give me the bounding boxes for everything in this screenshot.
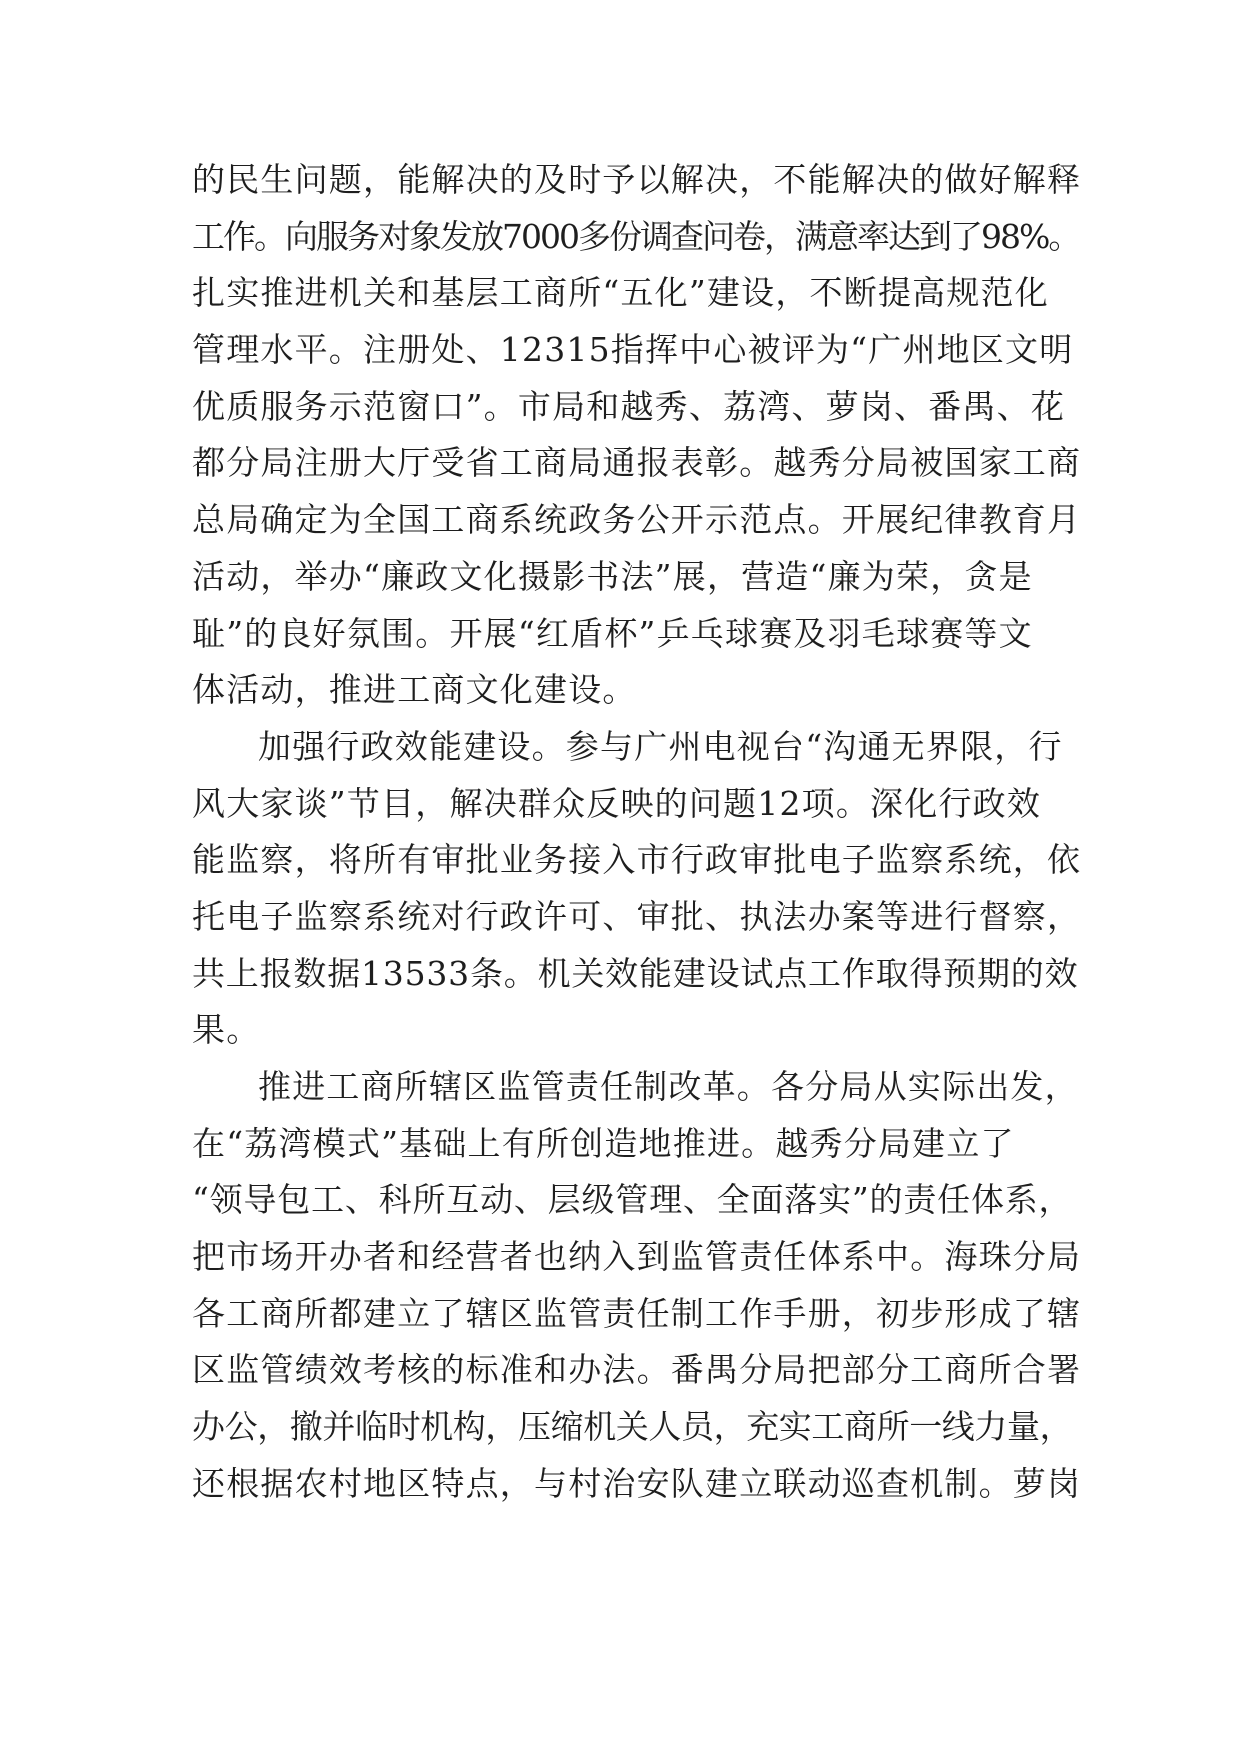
text-line: 活动，举办“廉政文化摄影书法”展，营造“廉为荣，贪是 (192, 556, 1033, 596)
text-line: 都分局注册大厅受省工商局通报表彰。越秀分局被国家工商 (192, 443, 1082, 483)
paragraph-3 (192, 1059, 1082, 1513)
text-line: 把市场开办者和经营者也纳入到监管责任体系中。海珠分局 (192, 1237, 1082, 1277)
text-line: 托电子监察系统对行政许可、审批、执法办案等进行督察， (192, 896, 1082, 936)
text-line: 扎实推进机关和基层工商所“五化”建设，不断提高规范化 (192, 273, 1049, 313)
text-line: 的民生问题，能解决的及时予以解决，不能解决的做好解释 (192, 160, 1082, 199)
text-line: 共上报数据13533条。机关效能建设试点工作取得预期的效 (192, 953, 1079, 993)
text-line: 工作。向服务对象发放7000多份调查问卷，满意率达到了98%。 (192, 216, 1080, 256)
text-line: 优质服务示范窗口”。市局和越秀、荔湾、萝岗、番禺、花 (192, 386, 1066, 426)
text-line: 管理水平。注册处、12315指挥中心被评为“广州地区文明 (192, 330, 1074, 370)
text-line: 果。 (192, 1010, 261, 1050)
text-line: 风大家谈”节目，解决群众反映的问题12项。深化行政效 (192, 783, 1042, 823)
text-line: 体活动，推进工商文化建设。 (192, 670, 637, 710)
text-line: 加强行政效能建设。参与广州电视台“沟通无界限，行 (258, 726, 1063, 766)
body-text (192, 152, 1082, 1513)
text-line: 各工商所都建立了辖区监管责任制工作手册，初步形成了辖 (192, 1293, 1082, 1333)
text-line: 耻”的良好氛围。开展“红盾杯”乒乓球赛及羽毛球赛等文 (192, 613, 1033, 653)
paragraph-2 (192, 719, 1082, 1059)
paragraph-1 (192, 152, 1082, 719)
text-line: 在“荔湾模式”基础上有所创造地推进。越秀分局建立了 (192, 1123, 1015, 1163)
text-line: 区监管绩效考核的标准和办法。番禺分局把部分工商所合署 (192, 1350, 1082, 1390)
text-line: 推进工商所辖区监管责任制改革。各分局从实际出发， (258, 1067, 1079, 1106)
text-line: 办公，撤并临时机构，压缩机关人员，充实工商所一线力量， (192, 1407, 1073, 1447)
text-line: 能监察，将所有审批业务接入市行政审批电子监察系统，依 (192, 840, 1082, 880)
text-line: 总局确定为全国工商系统政务公开示范点。开展纪律教育月 (192, 500, 1082, 540)
text-line: 还根据农村地区特点，与村治安队建立联动巡查机制。萝岗 (192, 1463, 1082, 1503)
text-line: “领导包工、科所互动、层级管理、全面落实”的责任体系， (192, 1180, 1073, 1220)
